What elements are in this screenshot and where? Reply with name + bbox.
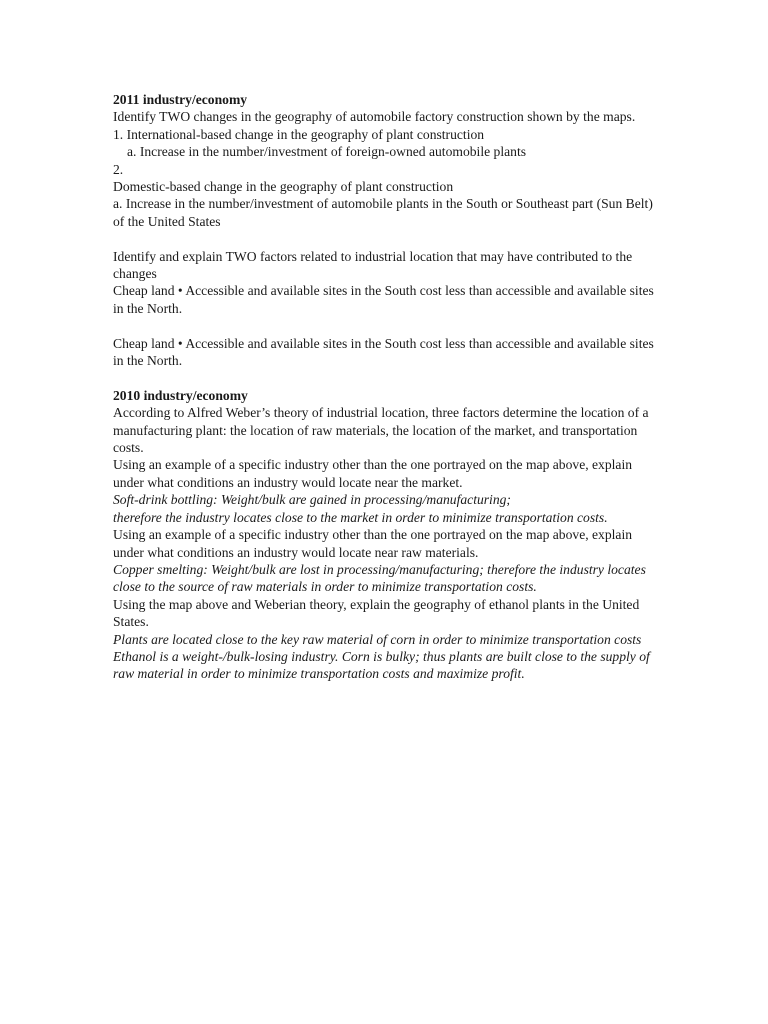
spacer <box>113 369 658 386</box>
list-item-2a: a. Increase in the number/investment of automobile plants in the South or Southeast part (Sun Belt) of the United States <box>113 196 653 229</box>
answer-market-2: therefore the industry locates close to the market in order to minimize transportation costs. <box>113 509 608 525</box>
answer-ethanol: Plants are located close to the key raw material of corn in order to minimize transportation costs Ethanol is a weight-/bulk-losing industry. Corn is bulky; thus plants are built close to the supply of raw material in order to minimize transportation costs and maximize profit. <box>113 631 650 682</box>
spacer <box>113 317 658 334</box>
heading-2010: 2010 industry/economy <box>113 387 248 403</box>
question-2011-changes: Identify TWO changes in the geography of automobile factory construction shown by the maps. <box>113 109 636 125</box>
heading-2011: 2011 industry/economy <box>113 92 248 107</box>
list-item-2: 2. <box>113 161 124 177</box>
list-item-1: 1. International-based change in the geography of plant construction <box>113 126 485 142</box>
spacer <box>113 230 658 247</box>
answer-raw-materials: Copper smelting: Weight/bulk are lost in processing/manufacturing; therefore the industry locates close to the source of raw materials in order to minimize transportation costs. <box>113 561 646 595</box>
factor-1: Cheap land • Accessible and available sites in the South cost less than accessible and available sites in the North. <box>113 283 654 316</box>
document-body <box>113 91 658 683</box>
list-item-2-title: Domestic-based change in the geography of plant construction <box>113 179 454 195</box>
question-ethanol: Using the map above and Weberian theory, explain the geography of ethanol plants in the United States. <box>113 596 640 630</box>
weber-intro: According to Alfred Weber’s theory of industrial location, three factors determine the location of a manufacturing plant: the location of raw materials, the location of the market, and transportation costs. <box>113 405 649 456</box>
question-raw-materials: Using an example of a specific industry other than the one portrayed on the map above, explain under what conditions an industry would locate near raw materials. <box>113 527 633 560</box>
factor-2: Cheap land • Accessible and available sites in the South cost less than accessible and available sites in the North. <box>113 335 654 369</box>
question-2011-factors: Identify and explain TWO factors related to industrial location that may have contributed to the changes <box>113 248 633 282</box>
answer-market-1: Soft-drink bottling: Weight/bulk are gained in processing/manufacturing; <box>113 492 511 508</box>
list-item-1a: a. Increase in the number/investment of foreign-owned automobile plants <box>127 144 527 160</box>
question-market: Using an example of a specific industry other than the one portrayed on the map above, explain under what conditions an industry would locate near the market. <box>113 457 633 490</box>
